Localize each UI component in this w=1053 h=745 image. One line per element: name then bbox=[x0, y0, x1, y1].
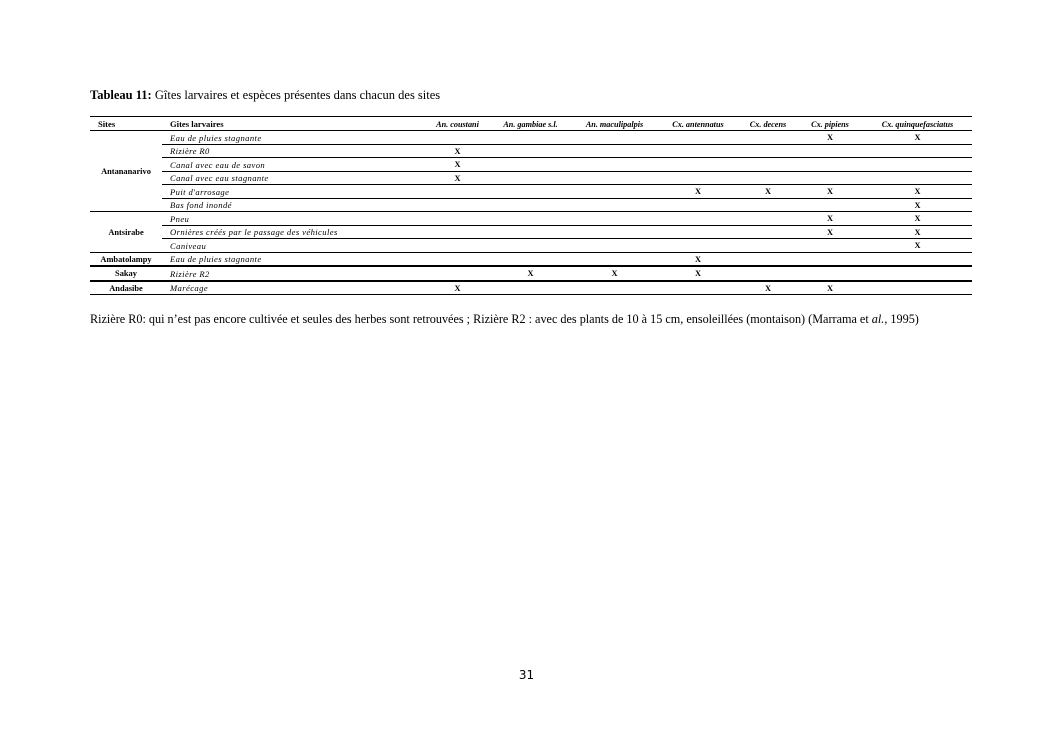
presence-cell: X bbox=[657, 252, 739, 266]
presence-cell: X bbox=[797, 225, 863, 239]
presence-cell bbox=[739, 239, 797, 253]
gite-cell: Marécage bbox=[162, 281, 426, 295]
presence-cell bbox=[797, 144, 863, 158]
presence-cell bbox=[426, 239, 489, 253]
header-species: An. coustani bbox=[426, 117, 489, 131]
presence-cell bbox=[739, 144, 797, 158]
header-row bbox=[90, 117, 972, 131]
presence-cell: X bbox=[863, 185, 972, 199]
note-italic: al. bbox=[871, 312, 885, 326]
presence-cell bbox=[572, 281, 657, 295]
presence-cell: X bbox=[797, 212, 863, 226]
presence-cell bbox=[489, 225, 572, 239]
presence-cell bbox=[863, 158, 972, 172]
gite-cell: Canal avec eau de savon bbox=[162, 158, 426, 172]
gite-cell: Eau de pluies stagnante bbox=[162, 252, 426, 266]
note-text: Rizière R0: qui n’est pas encore cultivée et seules des herbes sont retrouvées ; Rizière R2 : avec des plants de 10 à 15 cm, ensoleillées (montaison) (Marrama et bbox=[90, 312, 872, 326]
gite-cell: Caniveau bbox=[162, 239, 426, 253]
gite-cell: Eau de pluies stagnante bbox=[162, 131, 426, 145]
presence-cell bbox=[657, 198, 739, 212]
larval-sites-table bbox=[90, 116, 972, 295]
presence-cell: X bbox=[489, 266, 572, 281]
presence-cell bbox=[863, 281, 972, 295]
presence-cell bbox=[739, 225, 797, 239]
presence-cell: X bbox=[657, 266, 739, 281]
header-species: Cx. antennatus bbox=[657, 117, 739, 131]
gite-cell: Rizière R2 bbox=[162, 266, 426, 281]
presence-cell bbox=[657, 171, 739, 185]
presence-cell: X bbox=[739, 281, 797, 295]
presence-cell: X bbox=[657, 185, 739, 199]
site-cell: Ambatolampy bbox=[90, 252, 162, 266]
header-sites: Sites bbox=[90, 117, 162, 131]
caption-text: Gîtes larvaires et espèces présentes dans chacun des sites bbox=[151, 88, 441, 102]
presence-cell bbox=[489, 171, 572, 185]
presence-cell bbox=[489, 252, 572, 266]
table-row bbox=[90, 281, 972, 295]
presence-cell bbox=[797, 158, 863, 172]
presence-cell: X bbox=[863, 225, 972, 239]
caption-label: Tableau 11: bbox=[90, 88, 152, 102]
presence-cell bbox=[572, 171, 657, 185]
table-row bbox=[90, 252, 972, 266]
presence-cell bbox=[739, 198, 797, 212]
presence-cell bbox=[572, 239, 657, 253]
presence-cell bbox=[426, 252, 489, 266]
table-row bbox=[90, 131, 972, 145]
site-cell: Sakay bbox=[90, 266, 162, 281]
presence-cell bbox=[489, 212, 572, 226]
presence-cell bbox=[739, 252, 797, 266]
table-container bbox=[90, 116, 972, 295]
presence-cell: X bbox=[426, 144, 489, 158]
presence-cell bbox=[489, 239, 572, 253]
presence-cell bbox=[489, 185, 572, 199]
presence-cell bbox=[797, 198, 863, 212]
header-species: An. maculipalpis bbox=[572, 117, 657, 131]
presence-cell bbox=[797, 239, 863, 253]
presence-cell bbox=[863, 171, 972, 185]
presence-cell bbox=[426, 198, 489, 212]
table-row bbox=[90, 158, 972, 172]
header-species: Cx. pipiens bbox=[797, 117, 863, 131]
presence-cell: X bbox=[863, 198, 972, 212]
table-row bbox=[90, 198, 972, 212]
presence-cell bbox=[426, 131, 489, 145]
presence-cell bbox=[572, 185, 657, 199]
presence-cell bbox=[572, 212, 657, 226]
table-footnote bbox=[90, 312, 919, 327]
presence-cell bbox=[863, 266, 972, 281]
presence-cell bbox=[739, 212, 797, 226]
header-species: Cx. decens bbox=[739, 117, 797, 131]
table-row bbox=[90, 225, 972, 239]
presence-cell bbox=[572, 225, 657, 239]
presence-cell bbox=[739, 266, 797, 281]
presence-cell: X bbox=[797, 185, 863, 199]
table-row bbox=[90, 266, 972, 281]
presence-cell bbox=[657, 158, 739, 172]
table-row bbox=[90, 171, 972, 185]
presence-cell bbox=[489, 158, 572, 172]
presence-cell bbox=[426, 225, 489, 239]
note-text-end: , 1995) bbox=[884, 312, 919, 326]
presence-cell bbox=[426, 266, 489, 281]
site-cell: Antananarivo bbox=[90, 131, 162, 212]
header-species: An. gambiae s.l. bbox=[489, 117, 572, 131]
header-gites: Gîtes larvaires bbox=[162, 117, 426, 131]
presence-cell bbox=[489, 198, 572, 212]
presence-cell bbox=[572, 158, 657, 172]
table-row bbox=[90, 185, 972, 199]
gite-cell: Canal avec eau stagnante bbox=[162, 171, 426, 185]
presence-cell bbox=[797, 252, 863, 266]
presence-cell: X bbox=[863, 131, 972, 145]
site-cell: Andasibe bbox=[90, 281, 162, 295]
presence-cell: X bbox=[863, 239, 972, 253]
gite-cell: Ornières créés par le passage des véhicules bbox=[162, 225, 426, 239]
presence-cell: X bbox=[426, 171, 489, 185]
presence-cell: X bbox=[797, 281, 863, 295]
table-body bbox=[90, 131, 972, 295]
presence-cell: X bbox=[739, 185, 797, 199]
presence-cell bbox=[657, 212, 739, 226]
presence-cell bbox=[657, 131, 739, 145]
presence-cell bbox=[572, 131, 657, 145]
presence-cell bbox=[572, 198, 657, 212]
presence-cell bbox=[797, 171, 863, 185]
presence-cell bbox=[739, 158, 797, 172]
presence-cell bbox=[657, 225, 739, 239]
gite-cell: Puit d'arrosage bbox=[162, 185, 426, 199]
presence-cell: X bbox=[863, 212, 972, 226]
presence-cell: X bbox=[426, 158, 489, 172]
presence-cell bbox=[657, 144, 739, 158]
presence-cell: X bbox=[426, 281, 489, 295]
presence-cell bbox=[739, 171, 797, 185]
page-number: 31 bbox=[518, 668, 535, 682]
presence-cell bbox=[572, 252, 657, 266]
presence-cell bbox=[572, 144, 657, 158]
presence-cell bbox=[739, 131, 797, 145]
presence-cell bbox=[863, 252, 972, 266]
header-species: Cx. quinquefasciatus bbox=[863, 117, 972, 131]
presence-cell bbox=[797, 266, 863, 281]
table-row bbox=[90, 239, 972, 253]
presence-cell bbox=[426, 212, 489, 226]
presence-cell bbox=[863, 144, 972, 158]
presence-cell bbox=[657, 239, 739, 253]
presence-cell bbox=[489, 281, 572, 295]
presence-cell: X bbox=[797, 131, 863, 145]
table-row bbox=[90, 144, 972, 158]
presence-cell bbox=[489, 131, 572, 145]
table-row bbox=[90, 212, 972, 226]
presence-cell bbox=[426, 185, 489, 199]
gite-cell: Pneu bbox=[162, 212, 426, 226]
gite-cell: Bas fond inondé bbox=[162, 198, 426, 212]
site-cell: Antsirabe bbox=[90, 212, 162, 253]
presence-cell bbox=[489, 144, 572, 158]
presence-cell bbox=[657, 281, 739, 295]
table-caption bbox=[90, 88, 440, 103]
presence-cell: X bbox=[572, 266, 657, 281]
gite-cell: Rizière R0 bbox=[162, 144, 426, 158]
